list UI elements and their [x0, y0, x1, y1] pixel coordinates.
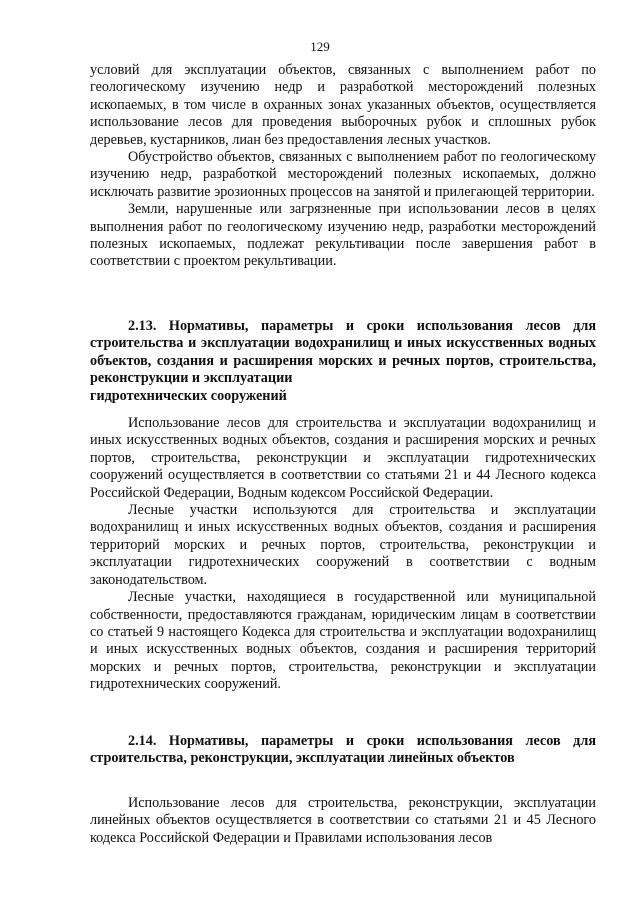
paragraph-2-13-2: Лесные участки используются для строительства и эксплуатации водохранилищ и иных искусственных водных объектов, создания и расширения территорий морских и речных портов, строительства, реконструкции и эксплуатации гидротехнических сооружений в соответствии с водным законодательством. — [90, 502, 596, 588]
paragraph-2-13-3: Лесные участки, находящиеся в государственной или муниципальной собственности, предоставляются гражданам, юридическим лицам в соответствии со статьей 9 настоящего Кодекса для строительства и эксплуатации водохранилищ и иных искусственных водных объектов, создания и расширения территорий морских и речных портов, строительства, реконструкции и эксплуатации гидротехнических сооружений. — [90, 589, 596, 693]
section-2-13 — [90, 318, 596, 694]
section-2-14 — [90, 733, 596, 847]
paragraph-recultivation: Земли, нарушенные или загрязненные при использовании лесов в целях выполнения работ по геологическому изучению недр, разработки месторождений полезных ископаемых, подлежат рекультивации после завершения работ в соответствии с проектом рекультивации. — [90, 201, 596, 270]
section-heading-2-14: 2.14. Нормативы, параметры и сроки использования лесов для строительства, реконструкции, эксплуатации линейных объектов — [90, 733, 596, 767]
paragraph-2-14-1: Использование лесов для строительства, реконструкции, эксплуатации линейных объектов осуществляется в соответствии со статьями 21 и 45 Лесного кодекса Российской Федерации и Правилами использования лесов — [90, 794, 596, 846]
continued-text-block — [90, 62, 596, 271]
section-heading-2-13: 2.13. Нормативы, параметры и сроки использования лесов для строительства и эксплуатации водохранилищ и иных искусственных водных объектов, создания и расширения морских и речных портов, строительства, реконструкции и эксплуатации — [90, 318, 596, 387]
page-number: 129 — [310, 39, 330, 54]
section-heading-2-13-last-line: гидротехнических сооружений — [90, 387, 287, 404]
paragraph-2-13-1: Использование лесов для строительства и эксплуатации водохранилищ и иных искусственных водных объектов, создания и расширения морских и речных портов, строительства, реконструкции и эксплуатации гидротехнических сооружений осуществляется в соответствии со статьями 21 и 44 Лесного кодекса Российской Федерации, Водным кодексом Российской Федерации. — [90, 415, 596, 501]
paragraph-continued: условий для эксплуатации объектов, связанных с выполнением работ по геологическому изучению недр и разработкой месторождений полезных ископаемых, в том числе в охранных зонах указанных объектов, осуществляется использование лесов для проведения выборочных рубок и сплошных рубок деревьев, кустарников, лиан без предоставления лесных участков. — [90, 62, 596, 148]
paragraph-arrangement: Обустройство объектов, связанных с выполнением работ по геологическому изучению недр, разработкой месторождений полезных ископаемых, должно исключать развитие эрозионных процессов на занятой и прилегающей территории. — [90, 149, 596, 200]
